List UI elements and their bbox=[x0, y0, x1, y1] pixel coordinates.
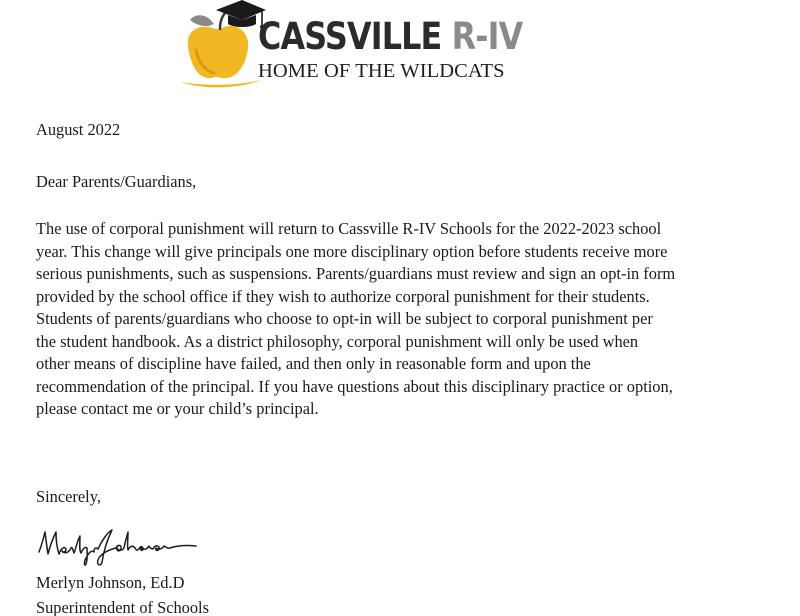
school-tagline: HOME OF THE WILDCATS bbox=[258, 60, 505, 82]
handwritten-signature bbox=[36, 518, 216, 568]
body-line: The use of corporal punishment will return to Cassville R-IV Schools for the 2022-2023 school bbox=[36, 219, 662, 238]
letterhead bbox=[176, 0, 536, 90]
letter-salutation: Dear Parents/Guardians, bbox=[36, 172, 197, 191]
body-line: please contact me or your child’s principal. bbox=[36, 399, 319, 418]
school-name bbox=[258, 14, 522, 60]
body-line: other means of discipline have failed, and then only in reasonable form and upon the bbox=[36, 354, 591, 373]
letter-closing: Sincerely, bbox=[36, 487, 101, 506]
body-line: serious punishments, such as suspensions. Parents/guardians must review and sign an opt-in form bbox=[36, 264, 676, 283]
signer-title: Superintendent of Schools bbox=[36, 598, 209, 616]
body-line: provided by the school office if they wish to authorize corporal punishment for their students. bbox=[36, 286, 650, 306]
body-line: Students of parents/guardians who choose to opt-in will be subject to corporal punishment per bbox=[36, 309, 653, 328]
graduation-cap-apple-icon bbox=[176, 0, 266, 90]
body-line: year. This change will give principals one more disciplinary option before students receive more bbox=[36, 241, 668, 261]
body-line: recommendation of the principal. If you have questions about this disciplinary practice or option, bbox=[36, 376, 673, 396]
school-name-main: CASSVILLE bbox=[258, 15, 452, 58]
letter-date: August 2022 bbox=[36, 120, 121, 139]
school-name-accent: R-IV bbox=[451, 15, 523, 58]
body-line: the student handbook. As a district philosophy, corporal punishment will only be used when bbox=[36, 331, 639, 351]
letter-body bbox=[36, 218, 675, 421]
signer-name: Merlyn Johnson, Ed.D bbox=[36, 573, 185, 592]
